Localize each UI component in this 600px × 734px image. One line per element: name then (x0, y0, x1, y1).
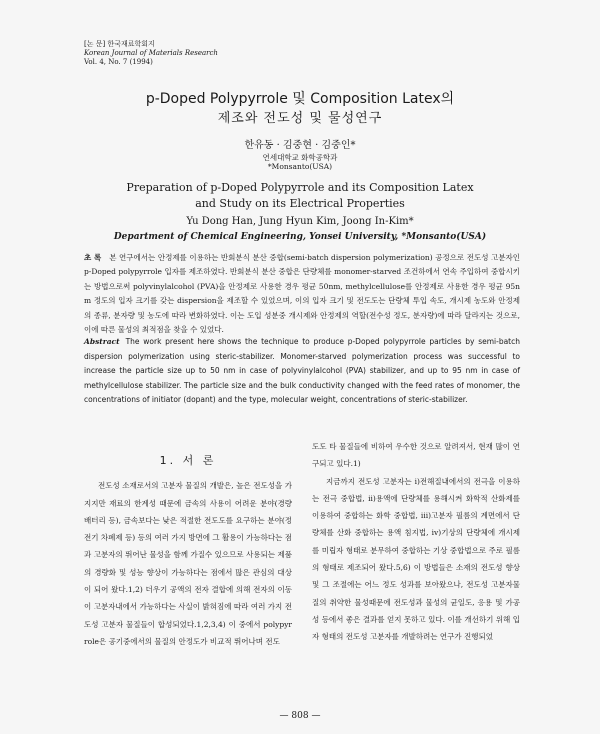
abstract-ko-label: 초 록 (84, 253, 102, 262)
body-paragraph: 전도성 소재로서의 고분자 물질의 개발은, 높은 전도성을 가지지만 재료의 한계성 때문에 금속의 사용이 어려운 분야(경량 배터리 등), 금속보다는 낮은 적절한 전도도를 요구하는 분야(정전기 차폐제 등) 등의 여러 가지 방면에 그 활용이 가능하다는 점과 고분자의 뛰어난 물성을 함께 가질수 있으므로 사용되는 제품의 경량화 및 성능 향상이 가능하다는 점에서 많은 관심의 대상이 되어 왔다.1,2) 더우기 공액의 전자 결합에 의해 전자의 이동이 고분자내에서 가능하다는 사실이 밝혀짐에 따라 여러 가지 전도성 고분자 물질들이 합성되었다.1,2,3,4) 이 중에서 polypyrrole은 공기중에서의 물질의 안정도가 비교적 뛰어나며 전도 (84, 481, 292, 646)
abstract-ko-text: 본 연구에서는 안정제를 이용하는 반회분식 분산 중합(semi-batch dispersion polymerization) 공정으로 전도성 고분자인 p-Doped polypyrrole 입자를 제조하였다. 반회분식 분산 중합은 단량체를 monomer-starved 조건하에서 연속 주입하여 중합시키는 방법으로써 polyvinylalcohol (PVA)을 안정제로 사용한 경우 평균 50nm, methylcellulose를 안정제로 사용한 경우 평균 95nm 정도의 입자 크기를 갖는 dispersion을 제조할 수 있었으며, 이의 입자 크기 및 전도도는 단량체 투입 속도, 개시제 농도와 안정제의 종류, 분자량 및 농도에 따라 변화하였다. 이는 도입 성분중 개시제와 안정제의 역할(전수성 정도, 분자량)에 따라 달라지는 것으로, 이에 따른 물성의 최적점을 찾을 수 있었다. (84, 253, 520, 335)
journal-volume: Vol. 4, No. 7 (1994) (84, 58, 153, 66)
page-number: — 808 — (279, 711, 321, 721)
body-paragraph: 지금까지 전도성 고분자는 i)전해질내에서의 전극을 이용하는 전극 중합법, ii)용액에 단량체를 용해시켜 화학적 산화제를 이용하여 중합하는 화학 중합법, iii)고분자 필름의 계면에서 단량체를 산화 중합하는 용액 침지법, iv)기상의 단량체에 개시제를 미립자 형태로 분무하여 중합하는 기상 중합법으로 주로 필름의 형태로 제조되어 왔다.5,6) 이 방법들은 소재의 전도성 향상 및 그 조절에는 어느 정도 성과를 보아왔으나, 전도성 고분자물질의 취약한 물성때문에 전도성과 물성의 균일도, 응용 및 가공성 등에서 좋은 결과를 얻지 못하고 있다. 이를 개선하기 위해 입자 형태의 전도성 고분자를 개발하려는 연구가 진행되었 (312, 476, 520, 642)
affiliation-ko-line1: 연세대학교 화학공학과 (262, 153, 338, 162)
body-paragraph: 도도 타 물질들에 비하여 우수한 것으로 알려져서, 현재 많이 연구되고 있다.1) (312, 442, 520, 469)
authors-ko: 한유동 · 김중현 · 김중인* (244, 140, 356, 151)
section-heading-introduction: 1. 서 론 (159, 454, 217, 467)
body-column-left (84, 438, 292, 650)
affiliation-ko-line2: *Monsanto(USA) (267, 162, 333, 171)
abstract-en (84, 335, 520, 408)
abstract-ko (84, 251, 520, 337)
journal-name-en: Korean Journal of Materials Research (84, 49, 218, 57)
abstract-en-label: Abstract (84, 337, 120, 346)
authors-en: Yu Dong Han, Jung Hyun Kim, Joong In-Kim* (186, 216, 414, 227)
title-ko-line2: 제조와 전도성 및 물성연구 (217, 111, 383, 126)
abstract-en-text: The work present here shows the technique to produce p-Doped polypyrrole particles by semi-batch dispersion polymerization using steric-stabilizer. Monomer-starved polymerization process was successful to increase the particle size up to 50 nm in case of polyvinylalcohol (PVA) stabilizer, and up to 95 nm in case of methylcellulose stabilizer. The particle size and the bulk conductivity changed with the feed rates of monomer, the concentrations of initiator (dopant) and the type, molecular weight, concentrations of steric-stabilizer. (84, 337, 520, 404)
title-en-line1: Preparation of p-Doped Polypyrrole and its Composition Latex (126, 181, 474, 194)
title-en-line2: and Study on its Electrical Properties (195, 197, 405, 210)
title-ko-line1: p-Doped Polypyrrole 및 Composition Latex의 (145, 91, 455, 107)
body-column-right (312, 438, 520, 646)
journal-header (84, 40, 218, 67)
journal-name-ko: [논 문] 한국재료학회지 (84, 40, 155, 48)
affiliation-en: Department of Chemical Engineering, Yonsei University, *Monsanto(USA) (113, 232, 487, 242)
